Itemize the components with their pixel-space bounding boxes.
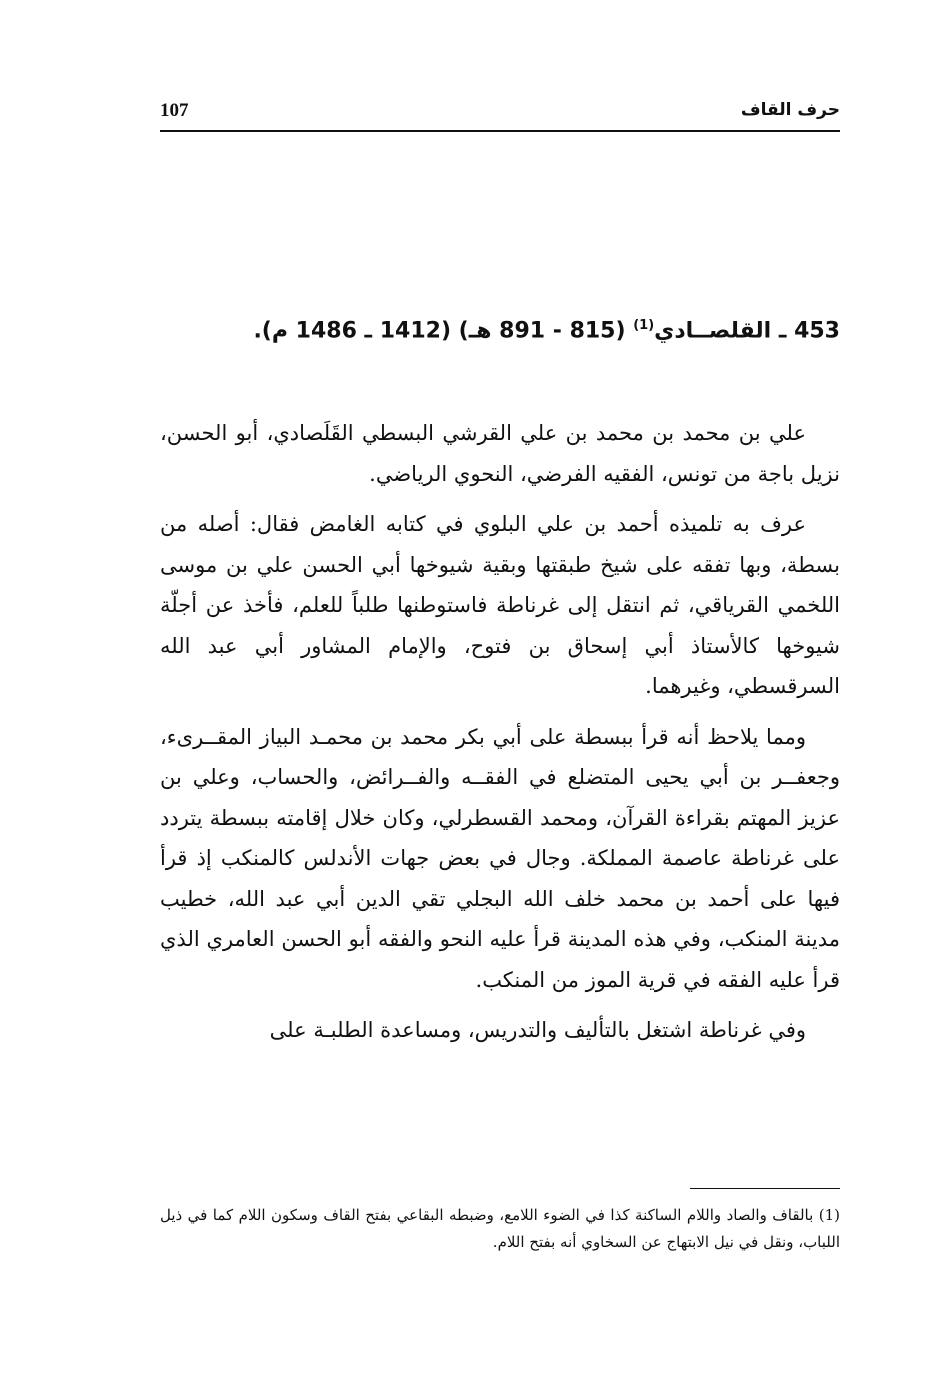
footnote-marker: (1)	[633, 318, 655, 333]
paragraph: ومما يلاحظ أنه قرأ ببسطة على أبي بكر محمد بن محمـد البياز المقــرىء، وجعفــر بن أبي يحيى المتضلع في الفقــه والفــرائض، والحساب، وعلي بن عزيز المهتم بقراءة القرآن، ومحمد القسطرلي، وكان خلال إقامته ببسطة يتردد على غرناطة عاصمة المملكة. وجال في بعض جهات الأندلس كالمنكب إذ قرأ فيها على أحمد بن محمد خلف الله البجلي تقي الدين أبي عبد الله، خطيب مدينة المنكب، وفي هذه المدينة قرأ عليه النحو والفقه أبو الحسن العامري الذي قرأ عليه الفقه في قرية الموز من المنكب.	[160, 724, 840, 992]
entry-name: 453 ـ القلصــادي	[654, 318, 840, 344]
paragraph: وفي غرناطة اشتغل بالتأليف والتدريس، ومساعدة الطلبـة على	[269, 1018, 806, 1042]
footnote: (1) بالقاف والصاد واللام الساكنة كذا في الضوء اللامع، وضبطه البقاعي بفتح القاف وسكون اللام كما في ذيل اللباب، ونقل في نيل الابتهاج عن السخاوي أنه بفتح اللام.	[160, 1206, 840, 1251]
paragraph: علي بن محمد بن محمد بن علي القرشي البسطي القَلَصادي، أبو الحسن، نزيل باجة من تونس، الفقيه الفرضي، النحوي الرياضي.	[160, 421, 840, 486]
entry-dates: (815 - 891 هـ) (1412 ـ 1486 م).	[253, 318, 634, 344]
running-head: حرف القاف	[740, 100, 840, 120]
page-number: 107	[160, 100, 189, 121]
paragraph: عرف به تلميذه أحمد بن علي البلوي في كتابه الغامض فقال: أصله من بسطة، وبها تفقه على شيخ طبقتها وبقية شيوخها أبي الحسن علي بن موسى اللخمي القرياقي، ثم انتقل إلى غرناطة فاستوطنها طلباً للعلم، فأخذ عن أجلّة شيوخها كالأستاذ أبي إسحاق بن فتوح، والإمام المشاور أبي عبد الله السرقسطي، وغيرهما.	[160, 512, 840, 698]
entry-title	[160, 318, 840, 343]
page-header	[160, 96, 840, 132]
footnote-divider	[690, 1188, 840, 1189]
body-text	[160, 413, 840, 1061]
